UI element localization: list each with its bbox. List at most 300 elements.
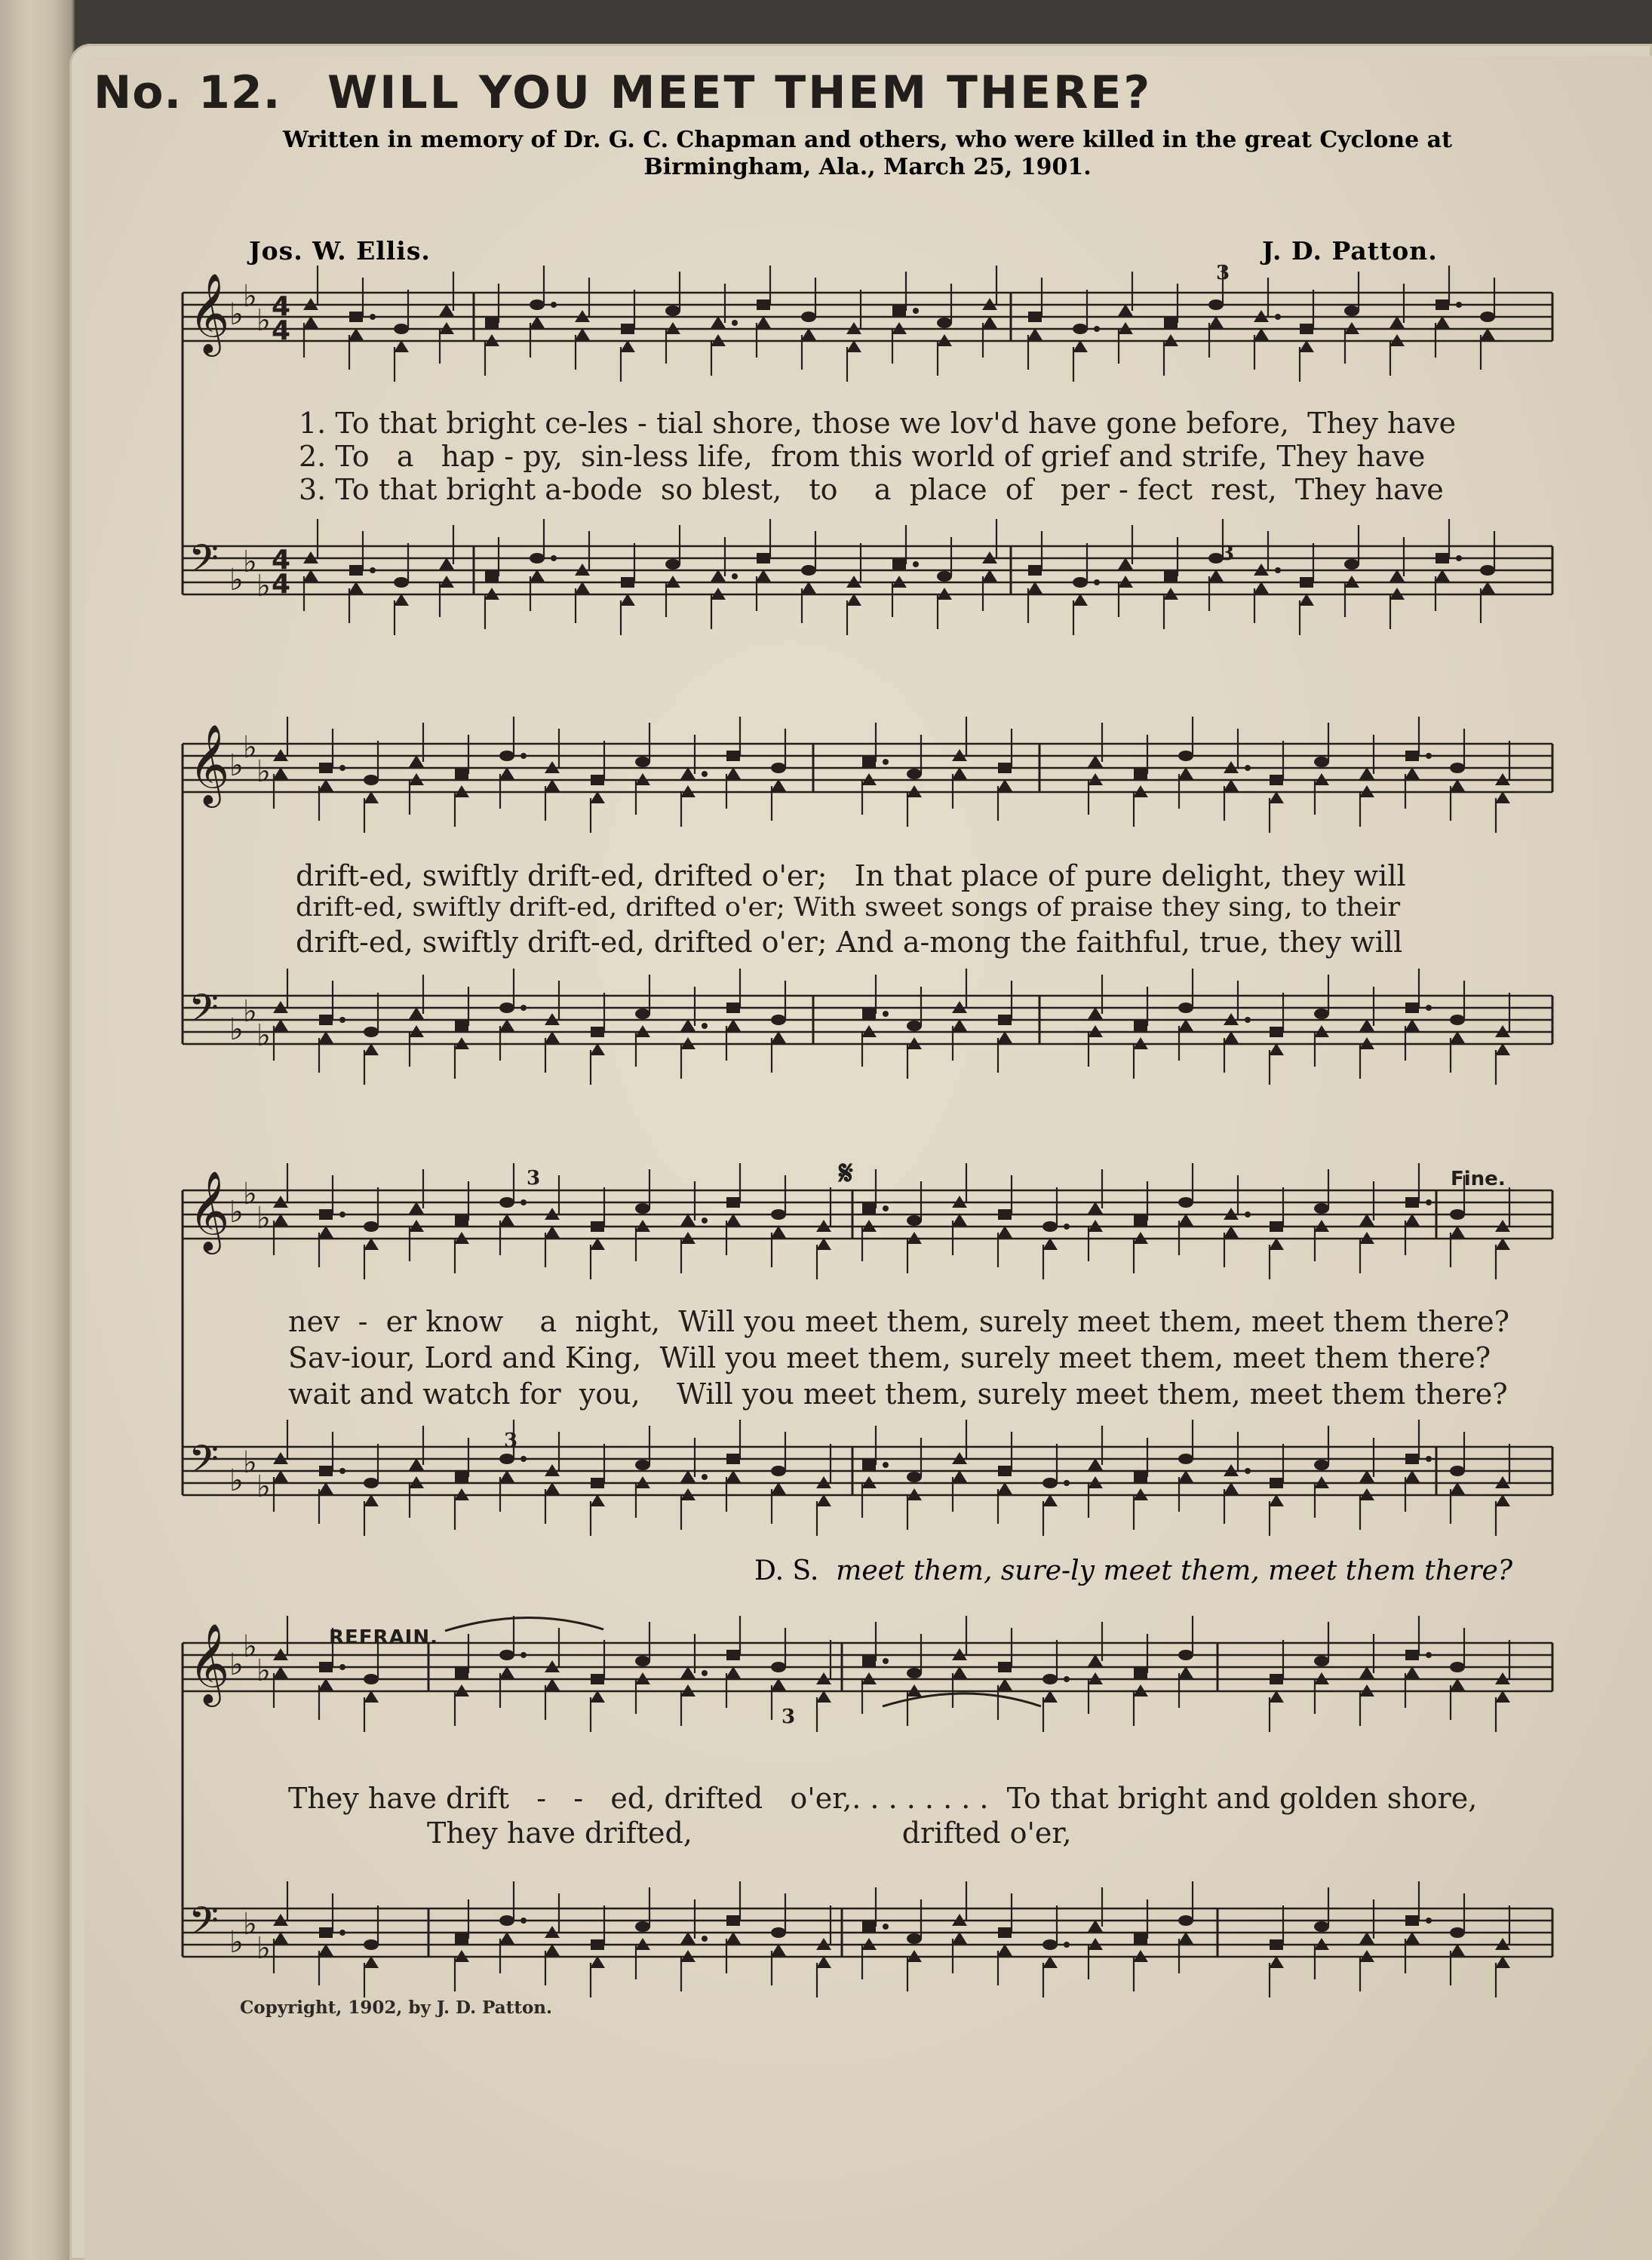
note-head <box>1359 1019 1374 1031</box>
note-head <box>318 1482 333 1494</box>
note-head <box>635 1009 650 1019</box>
note-head <box>1495 1956 1510 1968</box>
note-head <box>756 316 771 328</box>
dot <box>732 573 738 579</box>
dot <box>1426 1005 1432 1011</box>
note-head <box>1073 577 1088 588</box>
dot <box>339 1017 345 1023</box>
note-head <box>1027 582 1042 594</box>
note-head <box>771 1015 786 1025</box>
note-head <box>1073 594 1088 606</box>
lyricist-credit: Jos. W. Ellis. <box>249 236 431 266</box>
note-head <box>1405 1470 1420 1482</box>
note-head <box>591 1221 604 1232</box>
note-head <box>1164 318 1178 328</box>
note-head <box>1088 1202 1103 1214</box>
note-head <box>530 570 545 582</box>
note-head <box>952 1470 967 1482</box>
note-head <box>1450 1226 1465 1238</box>
note-head <box>635 1203 650 1214</box>
note-head <box>726 1666 741 1678</box>
note-head <box>907 1215 922 1226</box>
segno-sign: 𝄋 <box>839 1154 853 1193</box>
dot <box>1064 1942 1070 1948</box>
triplet-mark: 3 <box>1221 542 1235 565</box>
dedication-line-2: Birmingham, Ala., March 25, 1901. <box>643 154 1092 180</box>
note-head <box>499 1666 514 1678</box>
dot <box>1456 302 1462 308</box>
note-head <box>1436 553 1449 563</box>
note-head <box>409 1007 424 1019</box>
note-head <box>982 316 997 328</box>
lyric-line: 3. To that bright a-bode so blest, to a place of per - fect rest, They have <box>299 473 1444 506</box>
bass-clef-icon: 𝄢 <box>189 536 219 591</box>
treble-clef-icon: 𝄞 <box>189 1623 230 1703</box>
dot <box>339 1468 345 1474</box>
note-head <box>273 1214 288 1226</box>
bass-clef-icon: 𝄢 <box>189 1898 219 1953</box>
note-head <box>1269 791 1284 803</box>
note-head <box>862 1009 876 1019</box>
note-head <box>1300 577 1313 588</box>
note-head <box>455 1668 468 1678</box>
note-head <box>1450 1466 1465 1476</box>
note-head <box>1208 316 1224 328</box>
note-head <box>364 1043 379 1055</box>
note-head <box>1405 1197 1419 1208</box>
note-head <box>816 1238 831 1250</box>
note-head <box>711 570 726 582</box>
note-head <box>1042 1478 1058 1488</box>
flat-icon: ♭ <box>229 563 244 597</box>
dot <box>520 1199 527 1205</box>
note-head <box>318 1226 333 1238</box>
note-head <box>273 1666 288 1678</box>
flat-icon: ♭ <box>229 748 244 783</box>
note-head <box>1178 751 1193 761</box>
treble-clef-icon: 𝄞 <box>189 1170 230 1251</box>
dot <box>1275 567 1281 573</box>
note-head <box>591 1027 604 1037</box>
flat-icon: ♭ <box>243 545 257 579</box>
triplet-mark: 3 <box>781 1706 796 1728</box>
note-head <box>771 1944 786 1956</box>
note-head <box>997 1944 1012 1956</box>
note-head <box>1224 1482 1239 1494</box>
note-head <box>771 1226 786 1238</box>
note-head <box>726 1915 740 1926</box>
note-head <box>1224 779 1239 791</box>
note-head <box>499 1915 514 1926</box>
note-head <box>1450 1031 1465 1043</box>
dot <box>520 1456 527 1462</box>
note-head <box>1269 1494 1284 1506</box>
dot <box>520 1918 527 1924</box>
lyric-line: wait and watch for you, Will you meet them, surely meet them, meet them there? <box>288 1377 1508 1411</box>
composer-credit: J. D. Patton. <box>1262 236 1438 266</box>
note-head <box>635 1460 650 1470</box>
note-head <box>590 1494 605 1506</box>
note-head <box>1495 1238 1510 1250</box>
note-head <box>364 1494 379 1506</box>
note-head <box>1134 1215 1147 1226</box>
note-head <box>1134 1933 1147 1944</box>
note-head <box>530 553 545 563</box>
flat-icon: ♭ <box>243 1629 257 1664</box>
note-head <box>364 1690 379 1703</box>
note-head <box>364 1674 379 1684</box>
note-head <box>907 1021 922 1031</box>
dot <box>702 1670 708 1676</box>
note-head <box>952 1666 967 1678</box>
note-head <box>319 1927 333 1938</box>
treble-clef-icon: 𝄞 <box>189 272 230 353</box>
flat-icon: ♭ <box>256 569 271 603</box>
note-head <box>499 751 514 761</box>
note-head <box>349 582 364 594</box>
flat-icon: ♭ <box>256 1018 271 1053</box>
note-head <box>349 565 363 576</box>
note-head <box>1269 1043 1284 1055</box>
note-head <box>771 1662 786 1672</box>
note-head <box>1405 1915 1419 1926</box>
note-head <box>1073 324 1088 334</box>
ds-label: D. S. <box>754 1555 819 1586</box>
dot <box>1064 1480 1070 1486</box>
dot <box>551 302 557 308</box>
dot <box>732 320 738 326</box>
note-head <box>998 1662 1012 1672</box>
flat-icon: ♭ <box>229 1012 244 1047</box>
note-head <box>1224 1031 1239 1043</box>
note-head <box>1314 1656 1329 1666</box>
note-head <box>455 1933 468 1944</box>
hymn-number: No. 12. <box>94 66 281 119</box>
note-head <box>1300 324 1313 334</box>
note-head <box>680 1932 695 1944</box>
note-head <box>1314 1009 1329 1019</box>
note-head <box>1405 1003 1419 1013</box>
dot <box>883 759 889 765</box>
slur <box>883 1693 1041 1706</box>
bass-clef-icon: 𝄢 <box>189 985 219 1040</box>
note-head <box>1270 1221 1283 1232</box>
note-head <box>1480 312 1495 322</box>
note-head <box>499 767 514 779</box>
note-head <box>409 755 424 767</box>
note-head <box>937 571 952 582</box>
dot <box>702 1023 708 1029</box>
note-head <box>439 557 454 570</box>
note-head <box>590 791 605 803</box>
note-head <box>1164 571 1178 582</box>
note-head <box>892 306 906 316</box>
time-signature-top: 4 <box>272 545 291 576</box>
note-head <box>349 328 364 340</box>
flat-icon: ♭ <box>229 1463 244 1498</box>
note-head <box>530 316 545 328</box>
note-head <box>1178 1197 1193 1208</box>
dot <box>1426 1456 1432 1462</box>
flat-icon: ♭ <box>243 730 257 765</box>
note-head <box>364 1478 379 1488</box>
note-head <box>620 594 635 606</box>
note-head <box>1495 1043 1510 1055</box>
dot <box>913 561 919 567</box>
note-head <box>1495 791 1510 803</box>
note-head <box>801 312 816 322</box>
note-head <box>1178 1666 1193 1678</box>
note-head <box>816 1690 831 1703</box>
note-head <box>273 1932 288 1944</box>
flat-icon: ♭ <box>229 1925 244 1960</box>
note-head <box>1042 1690 1058 1703</box>
note-head <box>1270 775 1283 785</box>
note-head <box>1389 570 1405 582</box>
copyright-notice: Copyright, 1902, by J. D. Patton. <box>240 1997 553 2018</box>
note-head <box>1405 1454 1419 1464</box>
note-head <box>952 1019 967 1031</box>
note-head <box>273 1470 288 1482</box>
flat-icon: ♭ <box>243 994 257 1029</box>
note-head <box>1042 1238 1058 1250</box>
note-head <box>1450 779 1465 791</box>
note-head <box>394 594 409 606</box>
note-head <box>620 340 635 352</box>
note-head <box>591 775 604 785</box>
note-head <box>1405 1019 1420 1031</box>
note-head <box>1178 1915 1193 1926</box>
note-head <box>665 306 680 316</box>
note-head <box>1027 328 1042 340</box>
note-head <box>937 318 952 328</box>
note-head <box>499 1003 514 1013</box>
dot <box>883 1462 889 1468</box>
note-head <box>1118 304 1133 316</box>
dot <box>370 314 376 320</box>
note-head <box>1359 1666 1374 1678</box>
note-head <box>499 1932 514 1944</box>
note-head <box>1314 757 1329 767</box>
note-head <box>545 1226 560 1238</box>
flat-icon: ♭ <box>256 1931 271 1966</box>
note-head <box>499 1650 514 1660</box>
note-head <box>998 1209 1012 1220</box>
dal-segno-line <box>754 1555 1512 1586</box>
note-head <box>1088 755 1103 767</box>
note-head <box>1134 1021 1147 1031</box>
note-head <box>771 1209 786 1220</box>
note-head <box>757 299 770 310</box>
dot <box>702 1218 708 1224</box>
dedication-line-1: Written in memory of Dr. G. C. Chapman and others, who were killed in the great Cyclone at <box>283 127 1452 153</box>
note-head <box>1435 570 1450 582</box>
note-head <box>591 1478 604 1488</box>
lyric-line: drift-ed, swiftly drift-ed, drifted o'er; With sweet songs of praise they sing, to their <box>296 892 1401 923</box>
note-head <box>545 1944 560 1956</box>
note-head <box>364 1027 379 1037</box>
note-head <box>997 779 1012 791</box>
dot <box>883 1658 889 1664</box>
note-head <box>862 757 876 767</box>
note-head <box>1178 1003 1193 1013</box>
flat-icon: ♭ <box>243 1177 257 1211</box>
flat-icon: ♭ <box>243 1445 257 1480</box>
note-head <box>846 594 861 606</box>
note-head <box>1088 1920 1103 1932</box>
flat-icon: ♭ <box>256 754 271 789</box>
note-head <box>726 1470 741 1482</box>
note-head <box>1359 767 1374 779</box>
note-head <box>318 1944 333 1956</box>
note-head <box>364 1221 379 1232</box>
dot <box>1094 326 1100 332</box>
note-head <box>1450 1678 1465 1690</box>
note-head <box>1480 328 1495 340</box>
note-head <box>1359 1932 1374 1944</box>
note-head <box>635 1921 650 1932</box>
note-head <box>846 340 861 352</box>
note-head <box>364 1956 379 1968</box>
note-head <box>680 767 695 779</box>
note-head <box>1224 1226 1239 1238</box>
flat-icon: ♭ <box>229 1647 244 1682</box>
note-head <box>1480 565 1495 576</box>
dot <box>1426 1918 1432 1924</box>
note-head <box>801 582 816 594</box>
note-head <box>590 1238 605 1250</box>
note-head <box>409 1458 424 1470</box>
note-head <box>726 1197 740 1208</box>
dot <box>1426 1652 1432 1658</box>
note-head <box>997 1226 1012 1238</box>
note-head <box>575 328 590 340</box>
note-head <box>726 1454 740 1464</box>
note-head <box>439 304 454 316</box>
note-head <box>726 767 741 779</box>
lyric-line: nev - er know a night, Will you meet them, surely meet them, meet them there? <box>288 1305 1509 1338</box>
flat-icon: ♭ <box>229 1195 244 1230</box>
note-head <box>998 1927 1012 1938</box>
note-head <box>1270 1478 1283 1488</box>
dot <box>702 1474 708 1480</box>
note-head <box>319 1466 333 1476</box>
time-signature-top: 4 <box>272 291 291 322</box>
note-head <box>1405 1650 1419 1660</box>
note-head <box>364 775 379 785</box>
note-head <box>1450 1209 1465 1220</box>
note-head <box>1450 763 1465 773</box>
dot <box>339 1930 345 1936</box>
note-head <box>590 1690 605 1703</box>
dot <box>1064 1676 1070 1682</box>
dot <box>702 771 708 777</box>
time-signature-bottom: 4 <box>272 569 291 600</box>
ds-lyric: meet them, sure-ly meet them, meet them there? <box>836 1555 1513 1586</box>
note-head <box>319 1662 333 1672</box>
note-head <box>303 316 318 328</box>
note-head <box>364 791 379 803</box>
note-head <box>545 779 560 791</box>
note-head <box>1028 565 1042 576</box>
dot <box>1275 314 1281 320</box>
note-head <box>1178 1019 1193 1031</box>
note-head <box>303 570 318 582</box>
note-head <box>1299 594 1314 606</box>
note-head <box>1359 1214 1374 1226</box>
note-head <box>485 318 499 328</box>
note-head <box>1314 1460 1329 1470</box>
flat-icon: ♭ <box>243 279 257 314</box>
note-head <box>1495 1494 1510 1506</box>
slur <box>445 1617 603 1631</box>
note-head <box>1134 769 1147 779</box>
dot <box>1245 765 1251 771</box>
flat-icon: ♭ <box>256 1469 271 1504</box>
note-head <box>394 340 409 352</box>
dot <box>520 753 527 759</box>
note-head <box>364 1939 379 1950</box>
note-head <box>318 1678 333 1690</box>
note-head <box>635 757 650 767</box>
note-head <box>1178 1214 1193 1226</box>
note-head <box>1405 1666 1420 1678</box>
dot <box>1456 555 1462 561</box>
note-head <box>1359 1470 1374 1482</box>
dot <box>520 1005 527 1011</box>
note-head <box>907 1472 922 1482</box>
note-head <box>711 316 726 328</box>
dot <box>913 308 919 314</box>
note-head <box>1118 557 1133 570</box>
dot <box>339 1211 345 1218</box>
flat-icon: ♭ <box>243 1907 257 1942</box>
note-head <box>801 565 816 576</box>
note-head <box>545 1678 560 1690</box>
note-head <box>1405 1214 1420 1226</box>
note-head <box>771 1466 786 1476</box>
note-head <box>757 553 770 563</box>
note-head <box>1134 1472 1147 1482</box>
note-head <box>1042 1956 1058 1968</box>
note-head <box>1450 1662 1465 1672</box>
lyric-line: Sav-iour, Lord and King, Will you meet them, surely meet them, meet them there? <box>288 1341 1491 1374</box>
dot <box>883 1205 889 1211</box>
note-head <box>545 1482 560 1494</box>
note-head <box>726 1214 741 1226</box>
note-head <box>907 1668 922 1678</box>
note-head <box>726 1932 741 1944</box>
note-head <box>1088 1007 1103 1019</box>
note-head <box>1495 1690 1510 1703</box>
treble-clef-icon: 𝄞 <box>189 723 230 804</box>
note-head <box>1450 1927 1465 1938</box>
note-head <box>319 1209 333 1220</box>
dot <box>1064 1224 1070 1230</box>
note-head <box>726 1003 740 1013</box>
note-head <box>621 577 634 588</box>
note-head <box>409 1202 424 1214</box>
note-head <box>1042 1494 1058 1506</box>
note-head <box>530 299 545 310</box>
note-head <box>455 1021 468 1031</box>
note-head <box>952 1214 967 1226</box>
dot <box>702 1936 708 1942</box>
note-head <box>499 1470 514 1482</box>
dot <box>551 555 557 561</box>
note-head <box>591 1674 604 1684</box>
note-head <box>455 769 468 779</box>
